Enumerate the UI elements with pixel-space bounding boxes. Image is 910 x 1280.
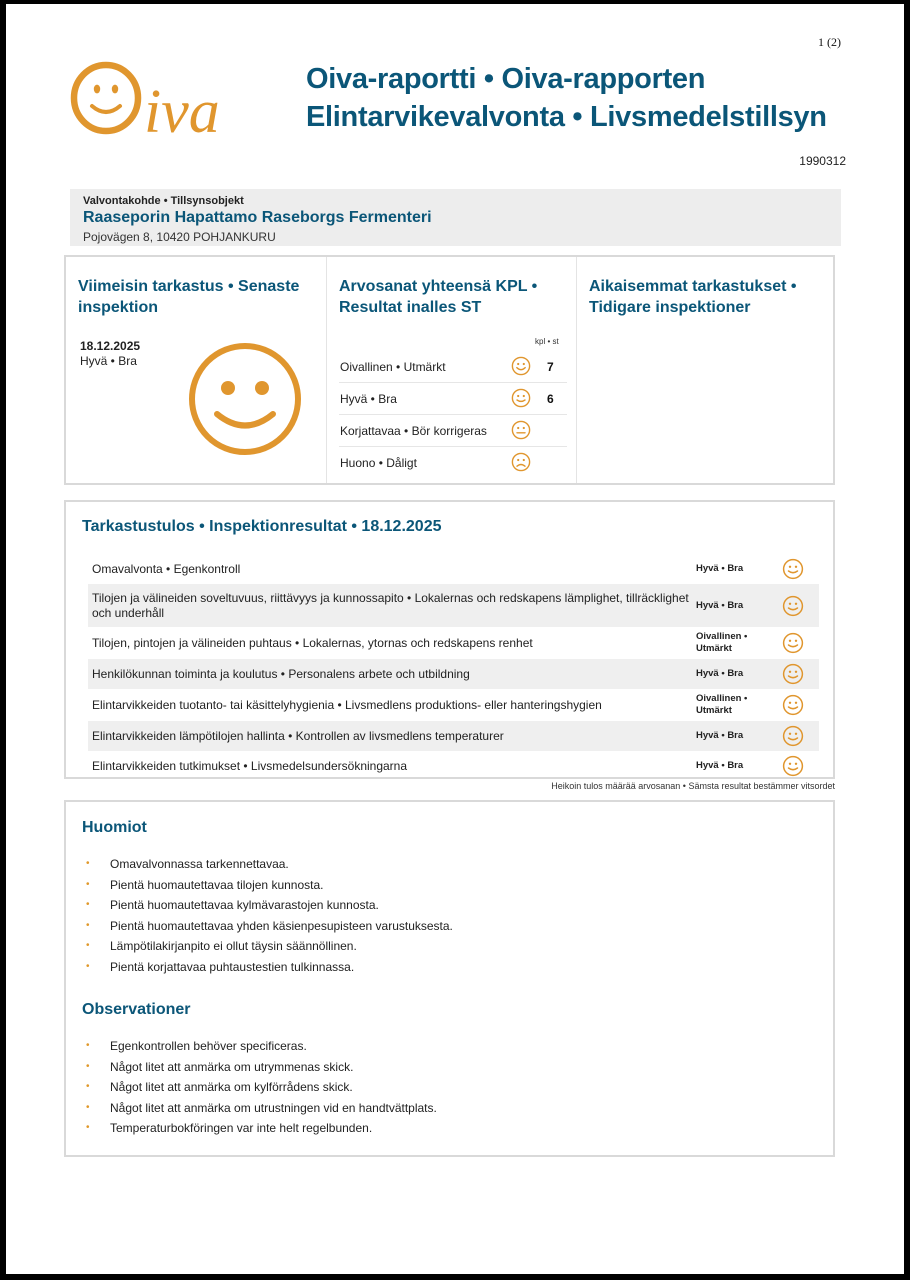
smiley-excellent-icon [511,356,531,376]
previous-heading: Aikaisemmat tarkastukset • Tidigare inspektioner [589,278,797,316]
result-grade: Oivallinen • Utmärkt [696,693,748,716]
latest-heading: Viimeisin tarkastus • Senaste inspektion [78,278,300,316]
grade-totals [326,257,577,483]
result-grade: Hyvä • Bra [696,760,744,771]
note-item: • Något litet att anmärka om utrymmenas skick. [84,1057,437,1078]
result-category: Henkilökunnan toiminta ja koulutus • Personalens arbete och utbildning [92,666,470,681]
result-grade: Hyvä • Bra [696,730,744,741]
notes-panel [64,800,835,1157]
note-item: • Pientä huomautettavaa tilojen kunnosta. [84,875,453,896]
result-category: Elintarvikkeiden lämpötilojen hallinta • Kontrollen av livsmedlens temperaturer [92,728,504,743]
smiley-sad-icon [511,452,531,472]
totals-heading: Arvosanat yhteensä KPL • Resultat inalles ST [339,278,538,316]
grade-row-good: Hyvä • Bra 6 [339,383,567,415]
logo-wordmark: iva [144,78,220,144]
notes-fi-heading: Huomiot [82,819,147,836]
result-category: Omavalvonta • Egenkontroll [92,561,241,576]
result-grade: Hyvä • Bra [696,668,744,679]
report-title [306,60,866,136]
result-row [88,584,819,627]
oiva-logo [66,56,286,144]
target-name: Raaseporin Hapattamo Raseborgs Fermenteri [83,209,432,226]
grade-row-poor: Huono • Dåligt [339,447,567,478]
note-item: • Omavalvonnassa tarkennettavaa. [84,854,453,875]
result-row [88,689,819,721]
inspection-results [64,500,835,779]
result-row [88,554,819,584]
result-grade: Hyvä • Bra [696,599,744,611]
result-row [88,659,819,689]
notes-sv-list [84,1036,437,1139]
result-grade: Oivallinen • Utmärkt [696,631,748,654]
grade-count: 7 [547,360,554,374]
smiley-good-icon [782,558,804,580]
notes-fi-list [84,854,453,977]
summary-panel [64,255,835,485]
smiley-good-icon [782,725,804,747]
results-heading: Tarkastustulos • Inspektionresultat • 18.12.2025 [82,518,442,535]
result-category: Tilojen ja välineiden soveltuvuus, riittävyys ja kunnossapito • Lokalernas och redskapens lämplighet, tillräcklighet och underhåll [92,590,689,620]
previous-inspections [576,257,835,483]
target-label: Valvontakohde • Tillsynsobjekt [83,195,244,207]
note-item: • Pientä huomautettavaa yhden käsienpesupisteen varustuksesta. [84,916,453,937]
results-table [88,554,819,781]
document-number: 1990312 [799,154,846,168]
note-item: • Något litet att anmärka om utrustningen vid en handtvättplats. [84,1098,437,1119]
smiley-good-icon [511,388,531,408]
unit-label: kpl • st [535,337,559,346]
grade-count: 6 [547,392,554,406]
grade-row-needs-correction: Korjattavaa • Bör korrigeras [339,415,567,447]
note-item: • Lämpötilakirjanpito ei ollut täysin säännöllinen. [84,936,453,957]
note-item: • Pientä huomautettavaa kylmävarastojen kunnosta. [84,895,453,916]
note-item: • Egenkontrollen behöver specificeras. [84,1036,437,1057]
notes-sv-heading: Observationer [82,1001,191,1018]
title-line-2: Elintarvikevalvonta • Livsmedelstillsyn [306,101,827,133]
smiley-good-icon [782,755,804,777]
smiley-good-icon [782,595,804,617]
smiley-good-icon [187,341,303,457]
result-row [88,751,819,781]
smiley-neutral-icon [511,420,531,440]
oiva-logo-icon [66,56,286,144]
note-item: • Något litet att anmärka om kylförrådens skick. [84,1077,437,1098]
grade-totals-table [339,351,567,478]
target-address: Pojovägen 8, 10420 POHJANKURU [83,230,276,244]
result-category: Elintarvikkeiden tutkimukset • Livsmedelsundersökningarna [92,758,408,773]
latest-date: 18.12.2025 [80,339,141,353]
title-line-1: Oiva-raportti • Oiva-rapporten [306,63,706,95]
inspection-target [70,189,841,246]
result-row [88,721,819,751]
smiley-good-icon [782,632,804,654]
latest-grade: Hyvä • Bra [80,354,137,368]
note-item: • Pientä korjattavaa puhtaustestien tulkinnassa. [84,957,453,978]
result-category: Elintarvikkeiden tuotanto- tai käsittelyhygienia • Livsmedlens produktions- eller hanteringshygien [92,697,602,712]
grade-row-excellent: Oivallinen • Utmärkt 7 [339,351,567,383]
results-footnote: Heikoin tulos määrää arvosanan • Sämsta resultat bestämmer vitsordet [551,781,835,791]
page-number: 1 (2) [818,35,841,49]
result-category: Tilojen, pintojen ja välineiden puhtaus • Lokalernas, ytornas och redskapens renhet [92,635,533,650]
latest-inspection [66,257,326,483]
note-item: • Temperaturbokföringen var inte helt regelbunden. [84,1118,437,1139]
smiley-good-icon [782,663,804,685]
result-row [88,627,819,659]
smiley-good-icon [782,694,804,716]
result-grade: Hyvä • Bra [696,563,744,574]
